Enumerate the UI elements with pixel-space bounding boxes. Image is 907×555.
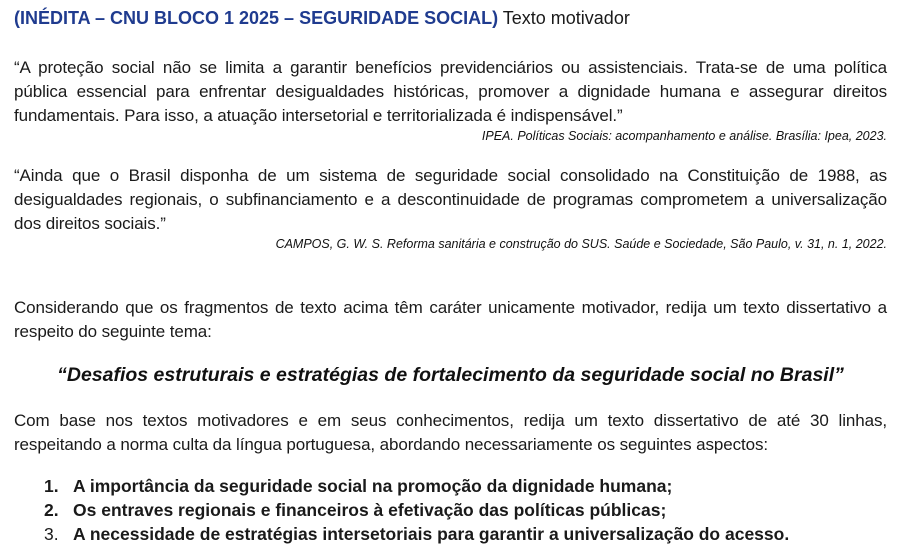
task-text: Com base nos textos motivadores e em seus conhecimentos, redija um texto dissertativo de até 30 linhas, respeitando a norma culta da língua portuguesa, abordando necessariamente os seguintes aspectos: xyxy=(14,411,887,454)
header xyxy=(14,6,887,30)
motivating-text-1 xyxy=(14,56,887,144)
essay-theme: “Desafios estruturais e estratégias de fortalecimento da seguridade social no Brasil” xyxy=(57,364,844,386)
quote-text: “Ainda que o Brasil disponha de um sistema de seguridade social consolidado na Constituição de 1988, as desigualdades regionais, o subfinanciamento e a descontinuidade de programas comprometem a universalização dos direitos sociais.” xyxy=(14,166,887,233)
motivating-text-2 xyxy=(14,164,887,252)
aspect-number: 1. xyxy=(44,476,59,496)
aspects-list xyxy=(14,474,887,546)
aspect-text: A importância da seguridade social na promoção da dignidade humana; xyxy=(73,476,673,496)
quote-text: “A proteção social não se limita a garantir benefícios previdenciários ou assistenciais. Trata-se de uma política pública essencial para enfrentar desigualdades históricas, promover a dignidade humana e assegurar direitos fundamentais. Para isso, a atuação intersetorial e territorializada é indispensável.” xyxy=(14,58,887,125)
header-subtitle: Texto motivador xyxy=(502,8,630,28)
quote-source: CAMPOS, G. W. S. Reforma sanitária e construção do SUS. Saúde e Sociedade, São Paulo, v. 31, n. 1, 2022. xyxy=(275,237,887,251)
list-item xyxy=(44,498,887,522)
header-tag: (INÉDITA – CNU BLOCO 1 2025 – SEGURIDADE SOCIAL) xyxy=(14,8,499,28)
aspect-text: Os entraves regionais e financeiros à efetivação das políticas públicas; xyxy=(73,500,667,520)
aspect-number: 3. xyxy=(44,524,59,544)
instruction-text: Considerando que os fragmentos de texto acima têm caráter unicamente motivador, redija um texto dissertativo a respeito do seguinte tema: xyxy=(14,298,887,341)
list-item xyxy=(44,522,887,546)
aspect-number: 2. xyxy=(44,500,59,520)
list-item xyxy=(44,474,887,498)
quote-source: IPEA. Políticas Sociais: acompanhamento e análise. Brasília: Ipea, 2023. xyxy=(481,129,887,143)
aspect-text: A necessidade de estratégias intersetoriais para garantir a universalização do acesso. xyxy=(73,524,790,544)
document-page xyxy=(14,6,887,546)
